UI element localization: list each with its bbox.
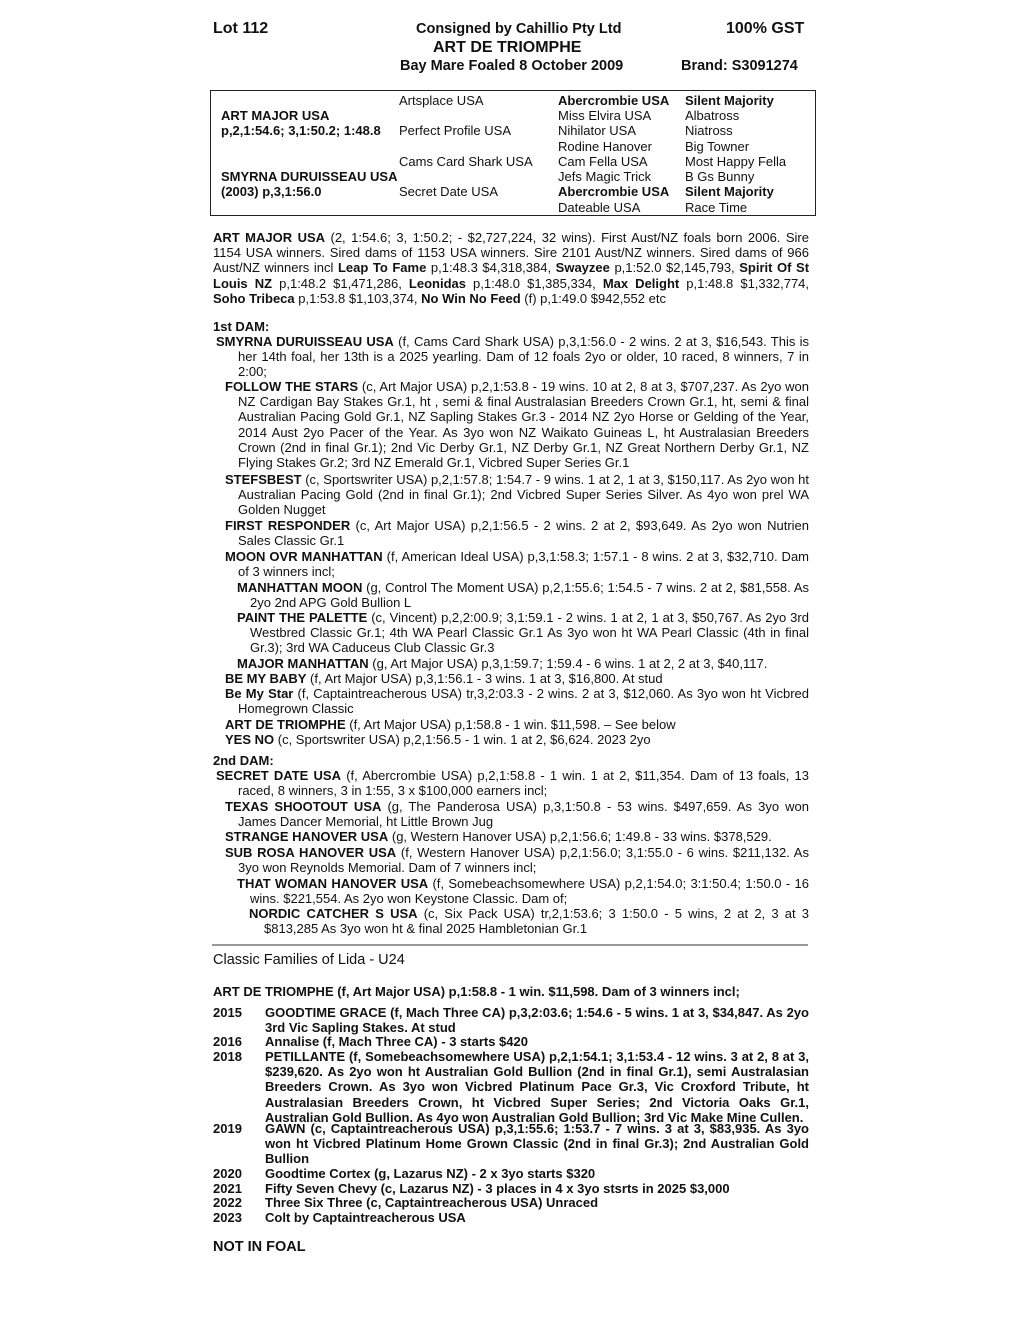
- pedigree-sire-record: p,2,1:54.6; 3,1:50.2; 1:48.8: [221, 123, 381, 138]
- pedigree-gen2: Artsplace USA: [399, 93, 484, 108]
- second-dam-entry: SUB ROSA HANOVER USA (f, Western Hanover USA) p,2,1:56.0; 3,1:55.0 - 6 wins. $211,132. As 3yo won Reynolds Memorial. Dam of 7 winners incl;: [225, 845, 809, 876]
- produce-row: 2015 GOODTIME GRACE (f, Mach Three CA) p,3,2:03.6; 1:54.6 - 5 wins. 1 at 3, $34,847. As 2yo 3rd Vic Sapling Stakes. At stud: [213, 1005, 809, 1036]
- pedigree-sire: ART MAJOR USA: [221, 108, 330, 123]
- lot-number: Lot 112: [213, 20, 269, 37]
- pedigree-gen4: Silent Majority: [685, 93, 774, 108]
- first-dam-entry: FIRST RESPONDER (c, Art Major USA) p,2,1:56.5 - 2 wins. 2 at 2, $93,649. As 2yo won Nutrien Sales Classic Gr.1: [225, 518, 809, 549]
- consignor: Consigned by Cahillio Pty Ltd: [416, 21, 622, 37]
- foal-status: NOT IN FOAL: [213, 1239, 306, 1255]
- second-dam-entry: STRANGE HANOVER USA (g, Western Hanover USA) p,2,1:56.6; 1:49.8 - 33 wins. $378,529.: [225, 829, 772, 844]
- first-dam-entry: PAINT THE PALETTE (c, Vincent) p,2,2:00.9; 3,1:59.1 - 2 wins. 1 at 2, 1 at 3, $50,767. As 2yo 3rd Westbred Classic Gr.1; 4th WA Pearl Classic Gr.1 As 3yo won ht WA Pearl Classic (4th in final Gr.3); 3rd WA Caduceus Club Classic Gr.3: [237, 610, 809, 656]
- second-dam-entry: NORDIC CATCHER S USA (c, Six Pack USA) tr,2,1:53.6; 3 1:50.0 - 5 wins, 2 at 2, 3 at 3 $813,285 As 3yo won ht & final 2025 Hambletonian Gr.1: [249, 906, 809, 937]
- produce-row: 2021 Fifty Seven Chevy (c, Lazarus NZ) - 3 places in 4 x 3yo stsrts in 2025 $3,000: [213, 1181, 730, 1196]
- pedigree-gen3: Dateable USA: [558, 200, 641, 215]
- first-dam-entry: MOON OVR MANHATTAN (f, American Ideal USA) p,3,1:58.3; 1:57.1 - 8 wins. 2 at 3, $32,710. Dam of 3 winners incl;: [225, 549, 809, 580]
- produce-row: 2020 Goodtime Cortex (g, Lazarus NZ) - 2 x 3yo starts $320: [213, 1166, 596, 1181]
- produce-row: 2023 Colt by Captaintreacherous USA: [213, 1210, 466, 1225]
- sire-summary: ART MAJOR USA (2, 1:54.6; 3, 1:50.2; - $2,727,224, 32 wins). First Aust/NZ foals born 2006. Sire 1154 USA winners. Sired dams of 1153 USA winners. Sire 2101 Aust/NZ winners. Sired dams of 966 Aust/NZ winners incl Leap To Fame p,1:48.3 $4,318,384, Swayzee p,1:52.0 $2,145,793, Spirit Of St Louis NZ p,1:48.2 $1,471,286, Leonidas p,1:48.0 $1,385,334, Max Delight p,1:48.8 $1,332,774, Soho Tribeca p,1:53.8 $1,103,374, No Win No Feed (f) p,1:49.0 $942,552 etc: [213, 230, 810, 306]
- pedigree-gen4: Most Happy Fella: [685, 154, 787, 169]
- pedigree-gen3: Abercrombie USA: [558, 184, 670, 199]
- horse-description: Bay Mare Foaled 8 October 2009: [400, 58, 624, 74]
- first-dam-heading: 1st DAM:: [213, 319, 270, 334]
- section-divider: [212, 944, 808, 946]
- pedigree-gen3: Miss Elvira USA: [558, 108, 652, 123]
- first-dam-entry: MAJOR MANHATTAN (g, Art Major USA) p,3,1:59.7; 1:59.4 - 6 wins. 1 at 2, 2 at 3, $40,117.: [237, 656, 768, 671]
- first-dam-entry: MANHATTAN MOON (g, Control The Moment USA) p,2,1:55.6; 1:54.5 - 7 wins. 2 at 2, $81,558. As 2yo 2nd APG Gold Bullion L: [237, 580, 810, 611]
- pedigree-gen3: Rodine Hanover: [558, 139, 652, 154]
- pedigree-gen4: Albatross: [685, 108, 740, 123]
- family-title: Classic Families of Lida - U24: [213, 952, 405, 968]
- produce-row: 2019 GAWN (c, Captaintreacherous USA) p,3,1:55.6; 1:53.7 - 7 wins. 3 at 3, $83,935. As 3yo won ht Vicbred Platinum Home Grown Classic (2nd in final Gr.3); 2nd Australian Gold Bullion: [213, 1121, 809, 1167]
- pedigree-gen4: Silent Majority: [685, 184, 774, 199]
- pedigree-gen3: Cam Fella USA: [558, 154, 648, 169]
- pedigree-dam: SMYRNA DURUISSEAU USA: [221, 169, 398, 184]
- pedigree-gen4: Race Time: [685, 200, 748, 215]
- first-dam-entry: YES NO (c, Sportswriter USA) p,2,1:56.5 - 1 win. 1 at 2, $6,624. 2023 2yo: [225, 732, 651, 747]
- pedigree-gen4: Niatross: [685, 123, 733, 138]
- pedigree-dam-record: (2003) p,3,1:56.0: [221, 184, 322, 199]
- pedigree-gen3: Nihilator USA: [558, 123, 637, 138]
- second-dam-entry: TEXAS SHOOTOUT USA (g, The Panderosa USA) p,3,1:50.8 - 53 wins. $497,659. As 3yo won James Dancer Memorial, ht Little Brown Jug: [225, 799, 809, 830]
- pedigree-gen4: B Gs Bunny: [685, 169, 755, 184]
- first-dam-entry: STEFSBEST (c, Sportswriter USA) p,2,1:57.8; 1:54.7 - 9 wins. 1 at 2, 1 at 3, $150,117. As 2yo won ht Australian Pacing Gold (2nd in final Gr.1); 2nd Vicbred Super Series Silver. As 4yo won prel WA Golden Nugget: [225, 472, 809, 518]
- pedigree-gen2: Perfect Profile USA: [399, 123, 511, 138]
- second-dam-entry: THAT WOMAN HANOVER USA (f, Somebeachsomewhere USA) p,2,1:54.0; 3:1:50.4; 1:50.0 - 16 wins. $221,554. As 2yo won Keystone Classic. Dam of;: [237, 876, 809, 907]
- second-dam-entry: SECRET DATE USA (f, Abercrombie USA) p,2,1:58.8 - 1 win. 1 at 2, $11,354. Dam of 13 foals, 13 raced, 8 winners, 3 in 1:55, 3 x $100,000 earners incl;: [216, 768, 810, 799]
- pedigree-gen3: Abercrombie USA: [558, 93, 670, 108]
- second-dam-heading: 2nd DAM:: [213, 753, 274, 768]
- pedigree-gen4: Big Towner: [685, 139, 750, 154]
- produce-row: 2022 Three Six Three (c, Captaintreacherous USA) Unraced: [213, 1195, 599, 1210]
- family-intro: ART DE TRIOMPHE (f, Art Major USA) p,1:58.8 - 1 win. $11,598. Dam of 3 winners incl;: [213, 984, 740, 999]
- produce-row: 2018 PETILLANTE (f, Somebeachsomewhere USA) p,2,1:54.1; 3,1:53.4 - 12 wins. 3 at 2, 8 at 3, $239,620. As 2yo won ht Australian Gold Bullion (2nd in final Gr.1), semi Australasian Breeders Crown. As 3yo won Vicbred Platinum Pace Gr.3, Vic Croxford Tribute, ht Australasian Breeders Crown, ht Vicbred Super Series; 2nd Victoria Oaks Gr.1, Australian Gold Bullion. As 4yo won Australian Gold Bullion; 3rd Vic Make Mine Cullen.: [213, 1049, 809, 1125]
- first-dam-entry: ART DE TRIOMPHE (f, Art Major USA) p,1:58.8 - 1 win. $11,598. – See below: [225, 717, 676, 732]
- first-dam-entry: FOLLOW THE STARS (c, Art Major USA) p,2,1:53.8 - 19 wins. 10 at 2, 8 at 3, $707,237. As 2yo won NZ Cardigan Bay Stakes Gr.1, ht , semi & final Australasian Breeders Crown Gr.1, ht, semi & final Australian Pacing Gold Gr.1, NZ Sapling Stakes Gr.3 - 2014 NZ 2yo Horse or Gelding of the Year, 2014 Aust 2yo Pacer of the Year. As 3yo won NZ Waikato Guineas L, ht Australasian Breeders Crown (2nd in final Gr.1); 2nd Vic Derby Gr.1, NZ Derby Gr.1, NZ Great Northern Derby Gr.1, NZ Flying Stakes Gr.2; 3rd NZ Emerald Gr.1, Vicbred Super Series Gr.1: [225, 379, 809, 471]
- produce-row: 2016 Annalise (f, Mach Three CA) - 3 starts $420: [213, 1034, 528, 1049]
- first-dam-entry: SMYRNA DURUISSEAU USA (f, Cams Card Shark USA) p,3,1:56.0 - 2 wins. 2 at 3, $16,543. This is her 14th foal, her 13th is a 2025 yearling. Dam of 12 foals 2yo or older, 10 raced, 8 winners, 7 in 2:00;: [216, 334, 809, 380]
- first-dam-entry: Be My Star (f, Captaintreacherous USA) tr,3,2:03.3 - 2 wins. 2 at 3, $12,060. As 3yo won ht Vicbred Homegrown Classic: [225, 686, 809, 717]
- horse-name: ART DE TRIOMPHE: [433, 39, 582, 56]
- pedigree-gen2: Secret Date USA: [399, 184, 498, 199]
- pedigree-gen3: Jefs Magic Trick: [558, 169, 652, 184]
- first-dam-entry: BE MY BABY (f, Art Major USA) p,3,1:56.1 - 3 wins. 1 at 3, $16,800. At stud: [225, 671, 663, 686]
- gst-label: 100% GST: [726, 20, 805, 37]
- brand: Brand: S3091274: [681, 58, 798, 74]
- pedigree-gen2: Cams Card Shark USA: [399, 154, 533, 169]
